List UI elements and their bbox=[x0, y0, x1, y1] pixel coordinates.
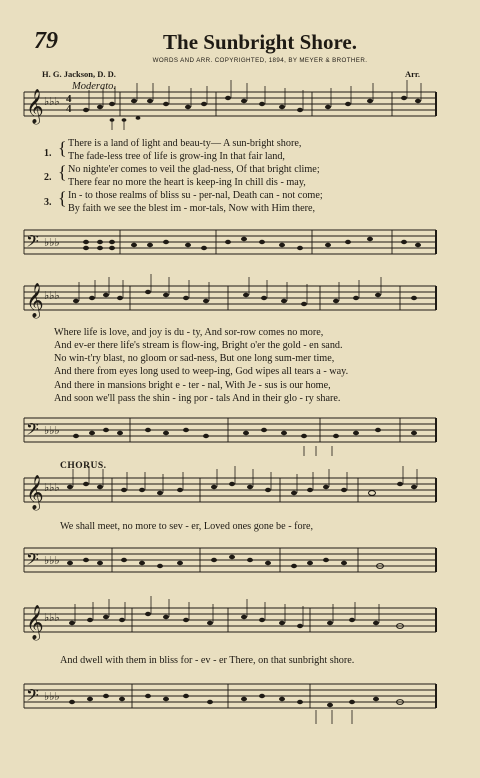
hymn-number: 79 bbox=[34, 28, 58, 54]
lyric-line: No nighte'er comes to veil the glad-ness, Of that bright clime; bbox=[68, 164, 320, 175]
svg-text:4: 4 bbox=[66, 93, 72, 105]
bass-staff bbox=[0, 410, 480, 456]
treble-staff bbox=[0, 474, 480, 518]
treble-staff bbox=[0, 282, 480, 326]
lyric-line: No win-t'ry blast, no gloom or sad-ness, But one long sum-mer time, bbox=[54, 353, 335, 364]
chorus-label: CHORUS. bbox=[60, 461, 107, 471]
svg-text:♭♭♭: ♭♭♭ bbox=[44, 555, 60, 567]
verse-number-2: 2. bbox=[44, 172, 52, 183]
verse-number-3: 3. bbox=[44, 197, 52, 208]
treble-staff bbox=[0, 88, 480, 132]
chorus-lyric: And dwell with them in bliss for - ev - er There, on that sunbright shore. bbox=[60, 655, 355, 666]
lyric-line: Where life is love, and joy is du - ty, And sor-row comes no more, bbox=[54, 327, 324, 338]
svg-text:♭♭♭: ♭♭♭ bbox=[44, 237, 60, 249]
hymn-title: The Sunbright Shore. bbox=[163, 30, 357, 54]
svg-text:4: 4 bbox=[66, 103, 72, 115]
verse-number-1: 1. bbox=[44, 148, 52, 159]
svg-text:♭♭♭: ♭♭♭ bbox=[44, 612, 60, 624]
composer-credit: H. G. Jackson, D. D. bbox=[42, 69, 116, 79]
svg-text:♭♭♭: ♭♭♭ bbox=[44, 691, 60, 703]
svg-text:♭♭♭: ♭♭♭ bbox=[44, 96, 60, 108]
bass-staff bbox=[0, 222, 480, 262]
lyric-line: The fade-less tree of life is grow-ing In that fair land, bbox=[68, 151, 285, 162]
svg-text:♭♭♭: ♭♭♭ bbox=[44, 425, 60, 437]
svg-text:♭♭♭: ♭♭♭ bbox=[44, 290, 60, 302]
bass-staff bbox=[0, 540, 480, 580]
tempo-marking: Moderato. bbox=[72, 81, 117, 92]
lyric-line: By faith we see the blest im - mor-tals, Now with Him there, bbox=[68, 203, 316, 214]
verse-brace: { bbox=[58, 188, 67, 208]
copyright-notice: WORDS AND ARR. COPYRIGHTED, 1894, BY MEYER & BROTHER. bbox=[152, 57, 368, 64]
lyric-line: In - to those realms of bliss su - per-nal, Death can - not come; bbox=[68, 190, 323, 201]
svg-text:𝄢: 𝄢 bbox=[26, 551, 39, 573]
svg-text:𝄞: 𝄞 bbox=[26, 606, 44, 639]
svg-text:𝄢: 𝄢 bbox=[26, 687, 39, 709]
lyric-line: And soon we'll pass the shin - ing por - tals And in their glo - ry share. bbox=[54, 393, 341, 404]
lyric-line: And ev-er there life's stream is flow-ing, Bright o'er the gold - en sand. bbox=[54, 340, 343, 351]
svg-text:𝄞: 𝄞 bbox=[26, 284, 44, 317]
verse-brace: { bbox=[58, 138, 67, 158]
lyric-line: And there in mansions bright e - ter - nal, With Je - sus is our home, bbox=[54, 380, 331, 391]
svg-text:𝄞: 𝄞 bbox=[26, 476, 44, 509]
lyric-line: There is a land of light and beau-ty— A sun-bright shore, bbox=[68, 138, 302, 149]
svg-text:𝄞: 𝄞 bbox=[26, 89, 44, 124]
svg-text:𝄢: 𝄢 bbox=[26, 421, 39, 443]
arranger-credit: Arr. bbox=[405, 69, 421, 79]
lyric-line: And there from eyes long used to weep-ing, God wipes all tears a - way. bbox=[54, 366, 349, 377]
chorus-lyric: We shall meet, no more to sev - er, Loved ones gone be - fore, bbox=[60, 521, 314, 532]
svg-text:𝄢: 𝄢 bbox=[26, 233, 39, 255]
svg-text:♭♭♭: ♭♭♭ bbox=[44, 482, 60, 494]
treble-staff bbox=[0, 604, 480, 648]
bass-staff bbox=[0, 676, 480, 726]
lyric-line: There fear no more the heart is keep-ing In chill dis - may, bbox=[68, 177, 306, 188]
verse-brace: { bbox=[58, 162, 67, 182]
